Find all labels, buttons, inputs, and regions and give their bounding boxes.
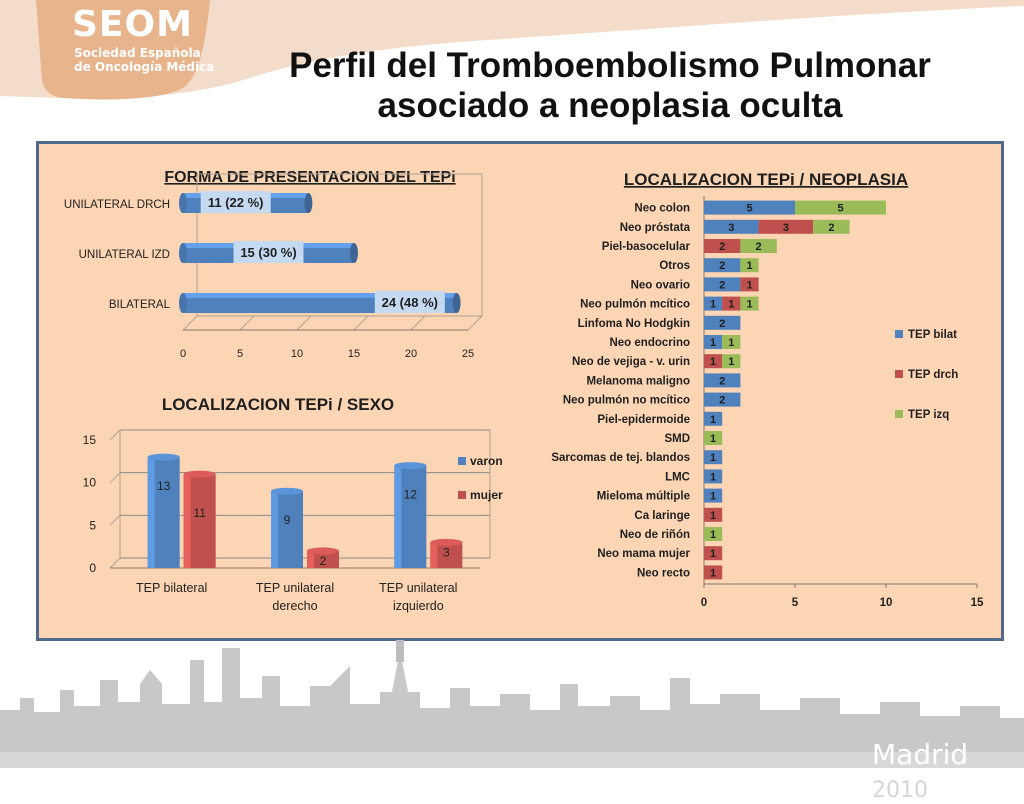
neoplasia-segment-label: 5 [837, 202, 844, 215]
sexo-y-tick-label: 10 [82, 475, 96, 490]
neoplasia-category-label: Piel-epidermoide [597, 413, 690, 426]
sexo-data-label: 9 [283, 513, 291, 528]
sexo-data-label: 3 [442, 545, 450, 560]
neoplasia-segment-label: 1 [710, 490, 717, 503]
forma-floor-gridline [240, 316, 254, 330]
neoplasia-category-label: Linfoma No Hodgkin [577, 317, 690, 330]
sexo-bar-highlight [394, 466, 401, 568]
sexo-wall-tick [110, 430, 120, 440]
forma-category-label: UNILATERAL DRCH [63, 199, 170, 211]
neoplasia-category-label: Melanoma maligno [586, 375, 690, 388]
sexo-bar-top-cap [184, 471, 216, 478]
neoplasia-legend-swatch [895, 330, 903, 338]
sexo-legend-swatch [458, 457, 466, 465]
forma-x-tick-label: 10 [290, 348, 304, 360]
neoplasia-segment-label: 1 [710, 337, 717, 349]
forma-floor-gridline [297, 316, 311, 330]
neoplasia-x-tick-label: 5 [791, 597, 799, 609]
neoplasia-category-label: Neo colon [634, 202, 690, 215]
neoplasia-segment-label: 2 [719, 241, 726, 253]
madrid-2010-logo [872, 738, 1024, 804]
forma-x-tick-label: 15 [347, 348, 361, 360]
neoplasia-segment-label: 1 [710, 413, 717, 426]
sexo-bar-highlight [148, 457, 155, 568]
neoplasia-segment-label: 1 [710, 567, 717, 580]
neoplasia-segment-label: 1 [710, 298, 717, 311]
sexo-data-label: 11 [193, 506, 206, 521]
sexo-legend-swatch [458, 491, 466, 499]
neoplasia-segment-label: 1 [710, 509, 717, 522]
forma-bar-end-cap [304, 193, 312, 213]
neoplasia-x-tick-label: 15 [970, 597, 984, 609]
sexo-wall-tick [110, 558, 120, 568]
sexo-y-tick-label: 15 [82, 433, 96, 447]
neoplasia-segment-label: 1 [728, 356, 735, 369]
sexo-category-label: TEP unilateral [255, 581, 335, 595]
sexo-data-label: 13 [156, 479, 171, 494]
neoplasia-category-label: Sarcomas de tej. blandos [551, 452, 690, 465]
neoplasia-segment-label: 2 [755, 241, 762, 253]
forma-bar-end-cap [350, 243, 358, 263]
neoplasia-segment-label: 1 [710, 433, 717, 445]
neoplasia-legend-label: TEP bilat [908, 329, 957, 341]
sexo-wall-tick [110, 473, 120, 483]
forma-chart-title: FORMA DE PRESENTACION DEL TEPi [164, 169, 456, 186]
sexo-legend-label: varon [470, 454, 503, 468]
sexo-wall-tick [110, 515, 120, 525]
neoplasia-legend-label: TEP izq [908, 409, 950, 421]
neoplasia-segment-label: 2 [719, 394, 726, 407]
title-line-2: asociado a neoplasia oculta [377, 86, 843, 125]
forma-bar-start-cap [179, 193, 187, 213]
neoplasia-legend-label: TEP drch [908, 369, 959, 381]
forma-data-label: 15 (30 %) [240, 245, 297, 260]
sexo-bar-highlight [184, 474, 191, 568]
sexo-chart-title: LOCALIZACION TEPi / SEXO [161, 395, 395, 414]
neoplasia-legend-swatch [895, 370, 903, 378]
neoplasia-x-tick-label: 0 [700, 597, 708, 609]
madrid-year: 2010 [872, 778, 928, 803]
neoplasia-segment-label: 1 [710, 452, 717, 465]
forma-floor-gridline [183, 316, 197, 330]
neoplasia-category-label: Ca laringe [634, 509, 690, 522]
title-line-1: Perfil del Tromboembolismo Pulmonar [289, 46, 931, 85]
sexo-category-label: izquierdo [392, 599, 444, 613]
neoplasia-category-label: Neo ovario [630, 279, 690, 292]
neoplasia-segment-label: 2 [828, 221, 835, 234]
neoplasia-category-label: LMC [665, 471, 690, 484]
neoplasia-category-label: Neo endocrino [609, 337, 690, 349]
sexo-bar-top-cap [148, 454, 180, 461]
neoplasia-category-label: Neo mama mujer [597, 548, 690, 561]
neoplasia-segment-label: 2 [719, 260, 726, 273]
neoplasia-segment-label: 1 [746, 279, 753, 292]
sexo-bar-highlight [430, 542, 437, 568]
neoplasia-segment-label: 2 [719, 279, 726, 292]
sexo-category-label: derecho [272, 599, 318, 613]
neoplasia-legend-swatch [895, 410, 903, 418]
neoplasia-category-label: Neo pulmón mcítico [580, 298, 690, 311]
neoplasia-segment-label: 1 [746, 260, 753, 273]
neoplasia-chart-title: LOCALIZACION TEPi / NEOPLASIA [623, 170, 909, 189]
neoplasia-segment-label: 2 [719, 317, 726, 330]
forma-x-tick-label: 0 [179, 348, 187, 360]
forma-floor-gridline [354, 316, 368, 330]
neoplasia-segment-label: 1 [728, 298, 735, 311]
seom-logo-line1: Sociedad Española [74, 46, 201, 60]
madrid-city: Madrid [872, 738, 969, 771]
neoplasia-category-label: Neo próstata [619, 221, 690, 234]
sexo-bar-top-cap [271, 488, 303, 495]
neoplasia-segment-label: 3 [728, 221, 735, 234]
neoplasia-x-tick-label: 10 [879, 597, 893, 609]
forma-x-tick-label: 20 [404, 348, 418, 360]
neoplasia-segment-label: 1 [710, 529, 717, 541]
neoplasia-segment-label: 5 [746, 202, 753, 215]
forma-bar-end-cap [453, 293, 461, 313]
sexo-data-label: 2 [319, 553, 327, 568]
forma-bar-start-cap [179, 293, 187, 313]
sexo-category-label: TEP bilateral [135, 581, 208, 595]
forma-bar-start-cap [179, 243, 187, 263]
forma-data-label: 11 (22 %) [207, 195, 264, 210]
neoplasia-category-label: Mieloma múltiple [596, 490, 690, 503]
forma-floor-gridline [468, 316, 482, 330]
neoplasia-category-label: Neo pulmón no mcítico [562, 394, 690, 407]
neoplasia-category-label: Neo de vejiga - v. urin [571, 356, 690, 369]
neoplasia-category-label: Piel-basocelular [601, 241, 690, 253]
forma-data-label: 24 (48 %) [381, 295, 438, 310]
forma-category-label: BILATERAL [108, 299, 170, 311]
seom-logo-line2: de Oncología Médica [74, 60, 215, 74]
forma-floor-gridline [411, 316, 425, 330]
forma-category-label: UNILATERAL IZD [78, 249, 170, 261]
neoplasia-segment-label: 1 [710, 356, 717, 369]
sexo-bar-highlight [271, 491, 278, 568]
sexo-y-tick-label: 5 [89, 518, 96, 533]
seom-logo: SEOM [72, 4, 193, 45]
neoplasia-category-label: Neo recto [636, 567, 690, 580]
madrid-skyline [0, 640, 1024, 768]
sexo-y-tick-label: 0 [89, 561, 96, 575]
neoplasia-segment-label: 2 [719, 375, 726, 388]
neoplasia-category-label: SMD [664, 433, 690, 445]
neoplasia-segment-label: 3 [782, 221, 789, 234]
sexo-category-label: TEP unilateral [379, 581, 458, 595]
forma-x-tick-label: 5 [236, 348, 244, 360]
sexo-legend-label: mujer [470, 488, 503, 502]
neoplasia-category-label: Neo de riñón [619, 529, 690, 541]
forma-x-tick-label: 25 [461, 348, 475, 360]
neoplasia-segment-label: 1 [710, 471, 717, 484]
sexo-data-label: 12 [403, 487, 418, 502]
neoplasia-segment-label: 1 [710, 548, 717, 561]
neoplasia-category-label: Otros [659, 260, 690, 273]
neoplasia-segment-label: 1 [728, 337, 735, 349]
neoplasia-segment-label: 1 [746, 298, 753, 311]
sexo-bar-top-cap [394, 462, 426, 469]
